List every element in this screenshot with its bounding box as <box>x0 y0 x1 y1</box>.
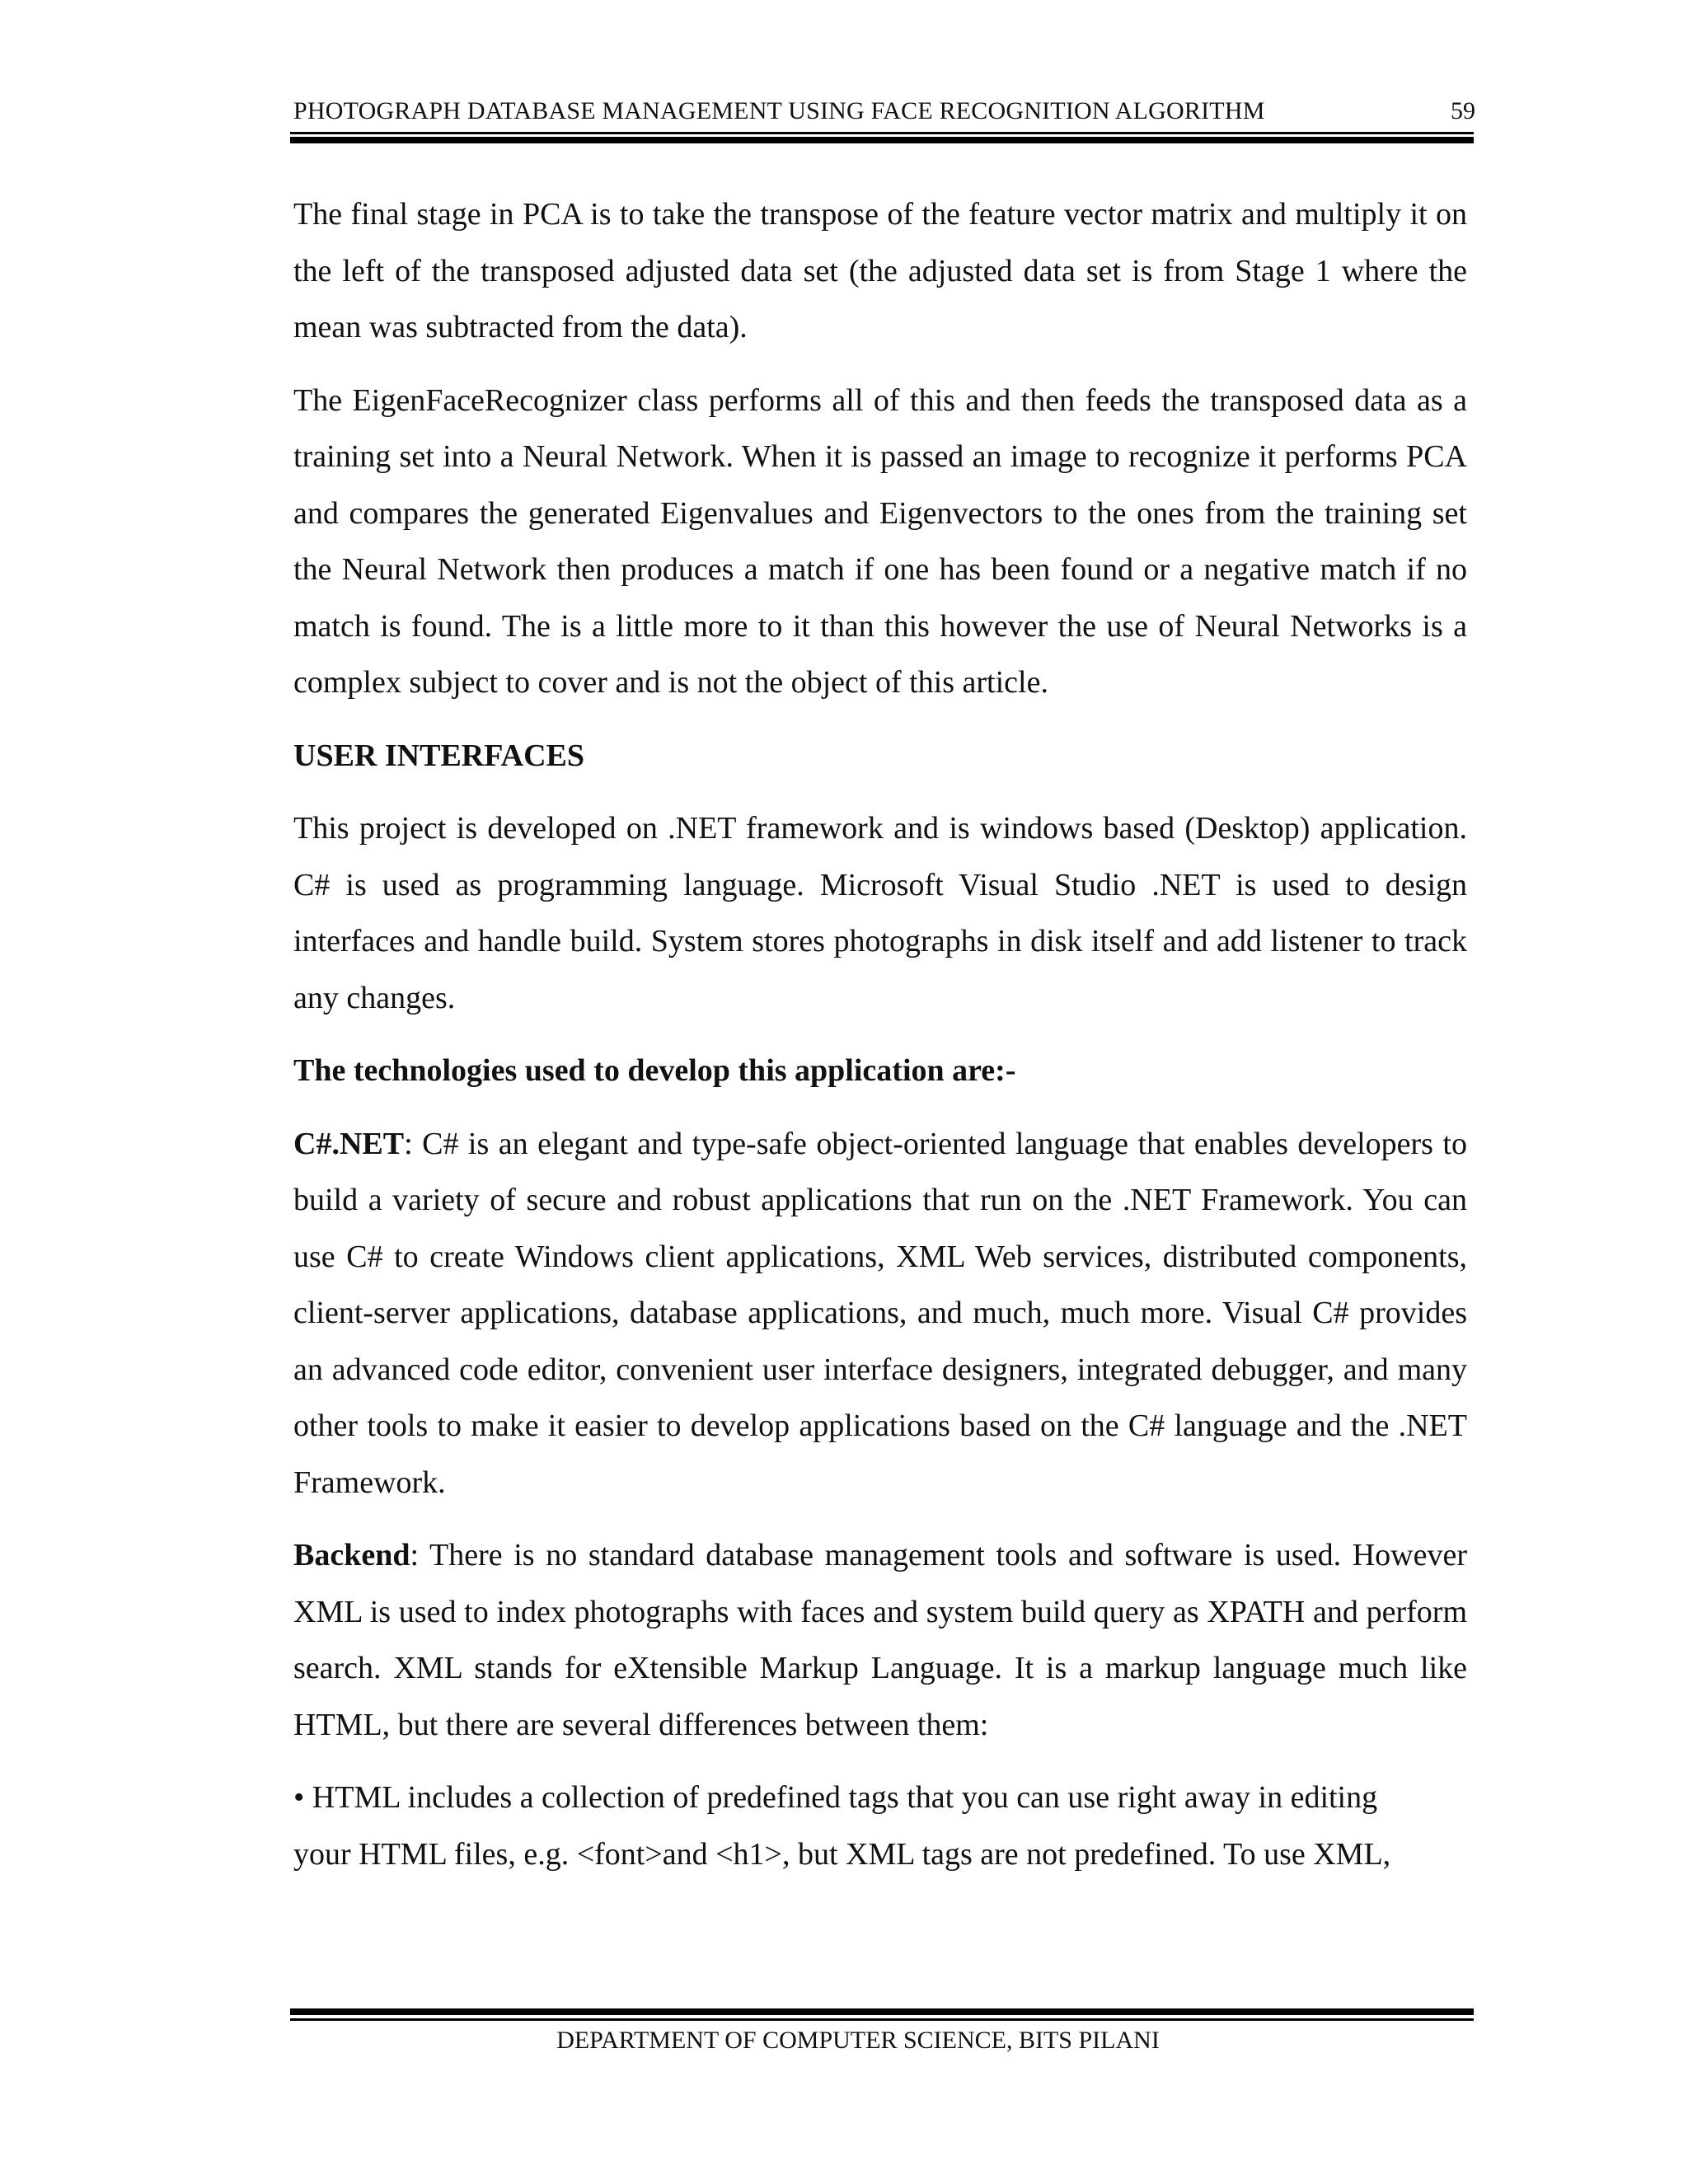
header-rule-thin <box>290 132 1474 134</box>
paragraph-project-overview: This project is developed on .NET framework and is windows based (Desktop) application. C# is used as programming language. Microsoft Visual Studio .NET is used to design interfaces and handle build. System stores photographs in disk itself and add listener to track any changes. <box>293 811 1467 1015</box>
paragraph-backend <box>293 1527 1467 1753</box>
backend-text: : There is no standard database management tools and software is used. However XML is used to index photographs with faces and system build query as XPATH and perform search. XML stands for eXtensible Markup Language. It is a markup language much like HTML, but there are several differences between them: <box>293 1538 1467 1742</box>
bullet-html-tags <box>293 1769 1467 1882</box>
header-title: PHOTOGRAPH DATABASE MANAGEMENT USING FACE RECOGNITION ALGORITHM <box>293 97 1265 124</box>
backend-label: Backend <box>293 1538 410 1572</box>
subheading-technologies: The technologies used to develop this application are:- <box>293 1053 1016 1088</box>
page-number: 59 <box>1451 97 1475 124</box>
body-content <box>293 186 1467 1899</box>
footer-rule-thin <box>290 2018 1474 2021</box>
running-header <box>293 97 1475 130</box>
csharp-text: : C# is an elegant and type-safe object-oriented language that enables developers to build a variety of secure and robust applications that run on the .NET Framework. You can use C# to create Windows client applications, XML Web services, distributed components, client-server applications, database applications, and much, much more. Visual C# provides an advanced code editor, convenient user interface designers, integrated debugger, and many other tools to make it easier to develop applications based on the C# language and the .NET Framework. <box>293 1126 1467 1500</box>
bullet-line-2: your HTML files, e.g. <font>and <h1>, but XML tags are not predefined. To use XML, <box>293 1836 1391 1872</box>
bullet-line-1: • HTML includes a collection of predefined tags that you can use right away in editing <box>293 1780 1378 1815</box>
csharp-label: C#.NET <box>293 1126 405 1161</box>
footer-department: DEPARTMENT OF COMPUTER SCIENCE, BITS PILANI <box>556 2027 1160 2054</box>
paragraph-eigenface-recognizer: The EigenFaceRecognizer class performs all of this and then feeds the transposed data as a training set into a Neural Network. When it is passed an image to recognize it performs PCA and compares the generated Eigenvalues and Eigenvectors to the ones from the training set the Neural Network then produces a match if one has been found or a negative match if no match is found. The is a little more to it than this however the use of Neural Networks is a complex subject to cover and is not the object of this article. <box>293 382 1467 700</box>
paragraph-pca-final-stage: The final stage in PCA is to take the transpose of the feature vector matrix and multiply it on the left of the transposed adjusted data set (the adjusted data set is from Stage 1 where the mean was subtracted from the data). <box>293 197 1467 344</box>
header-rule-thick <box>290 137 1474 143</box>
footer-rule-thick <box>290 2008 1474 2015</box>
paragraph-csharp <box>293 1116 1467 1511</box>
section-heading-user-interfaces: USER INTERFACES <box>293 738 584 773</box>
